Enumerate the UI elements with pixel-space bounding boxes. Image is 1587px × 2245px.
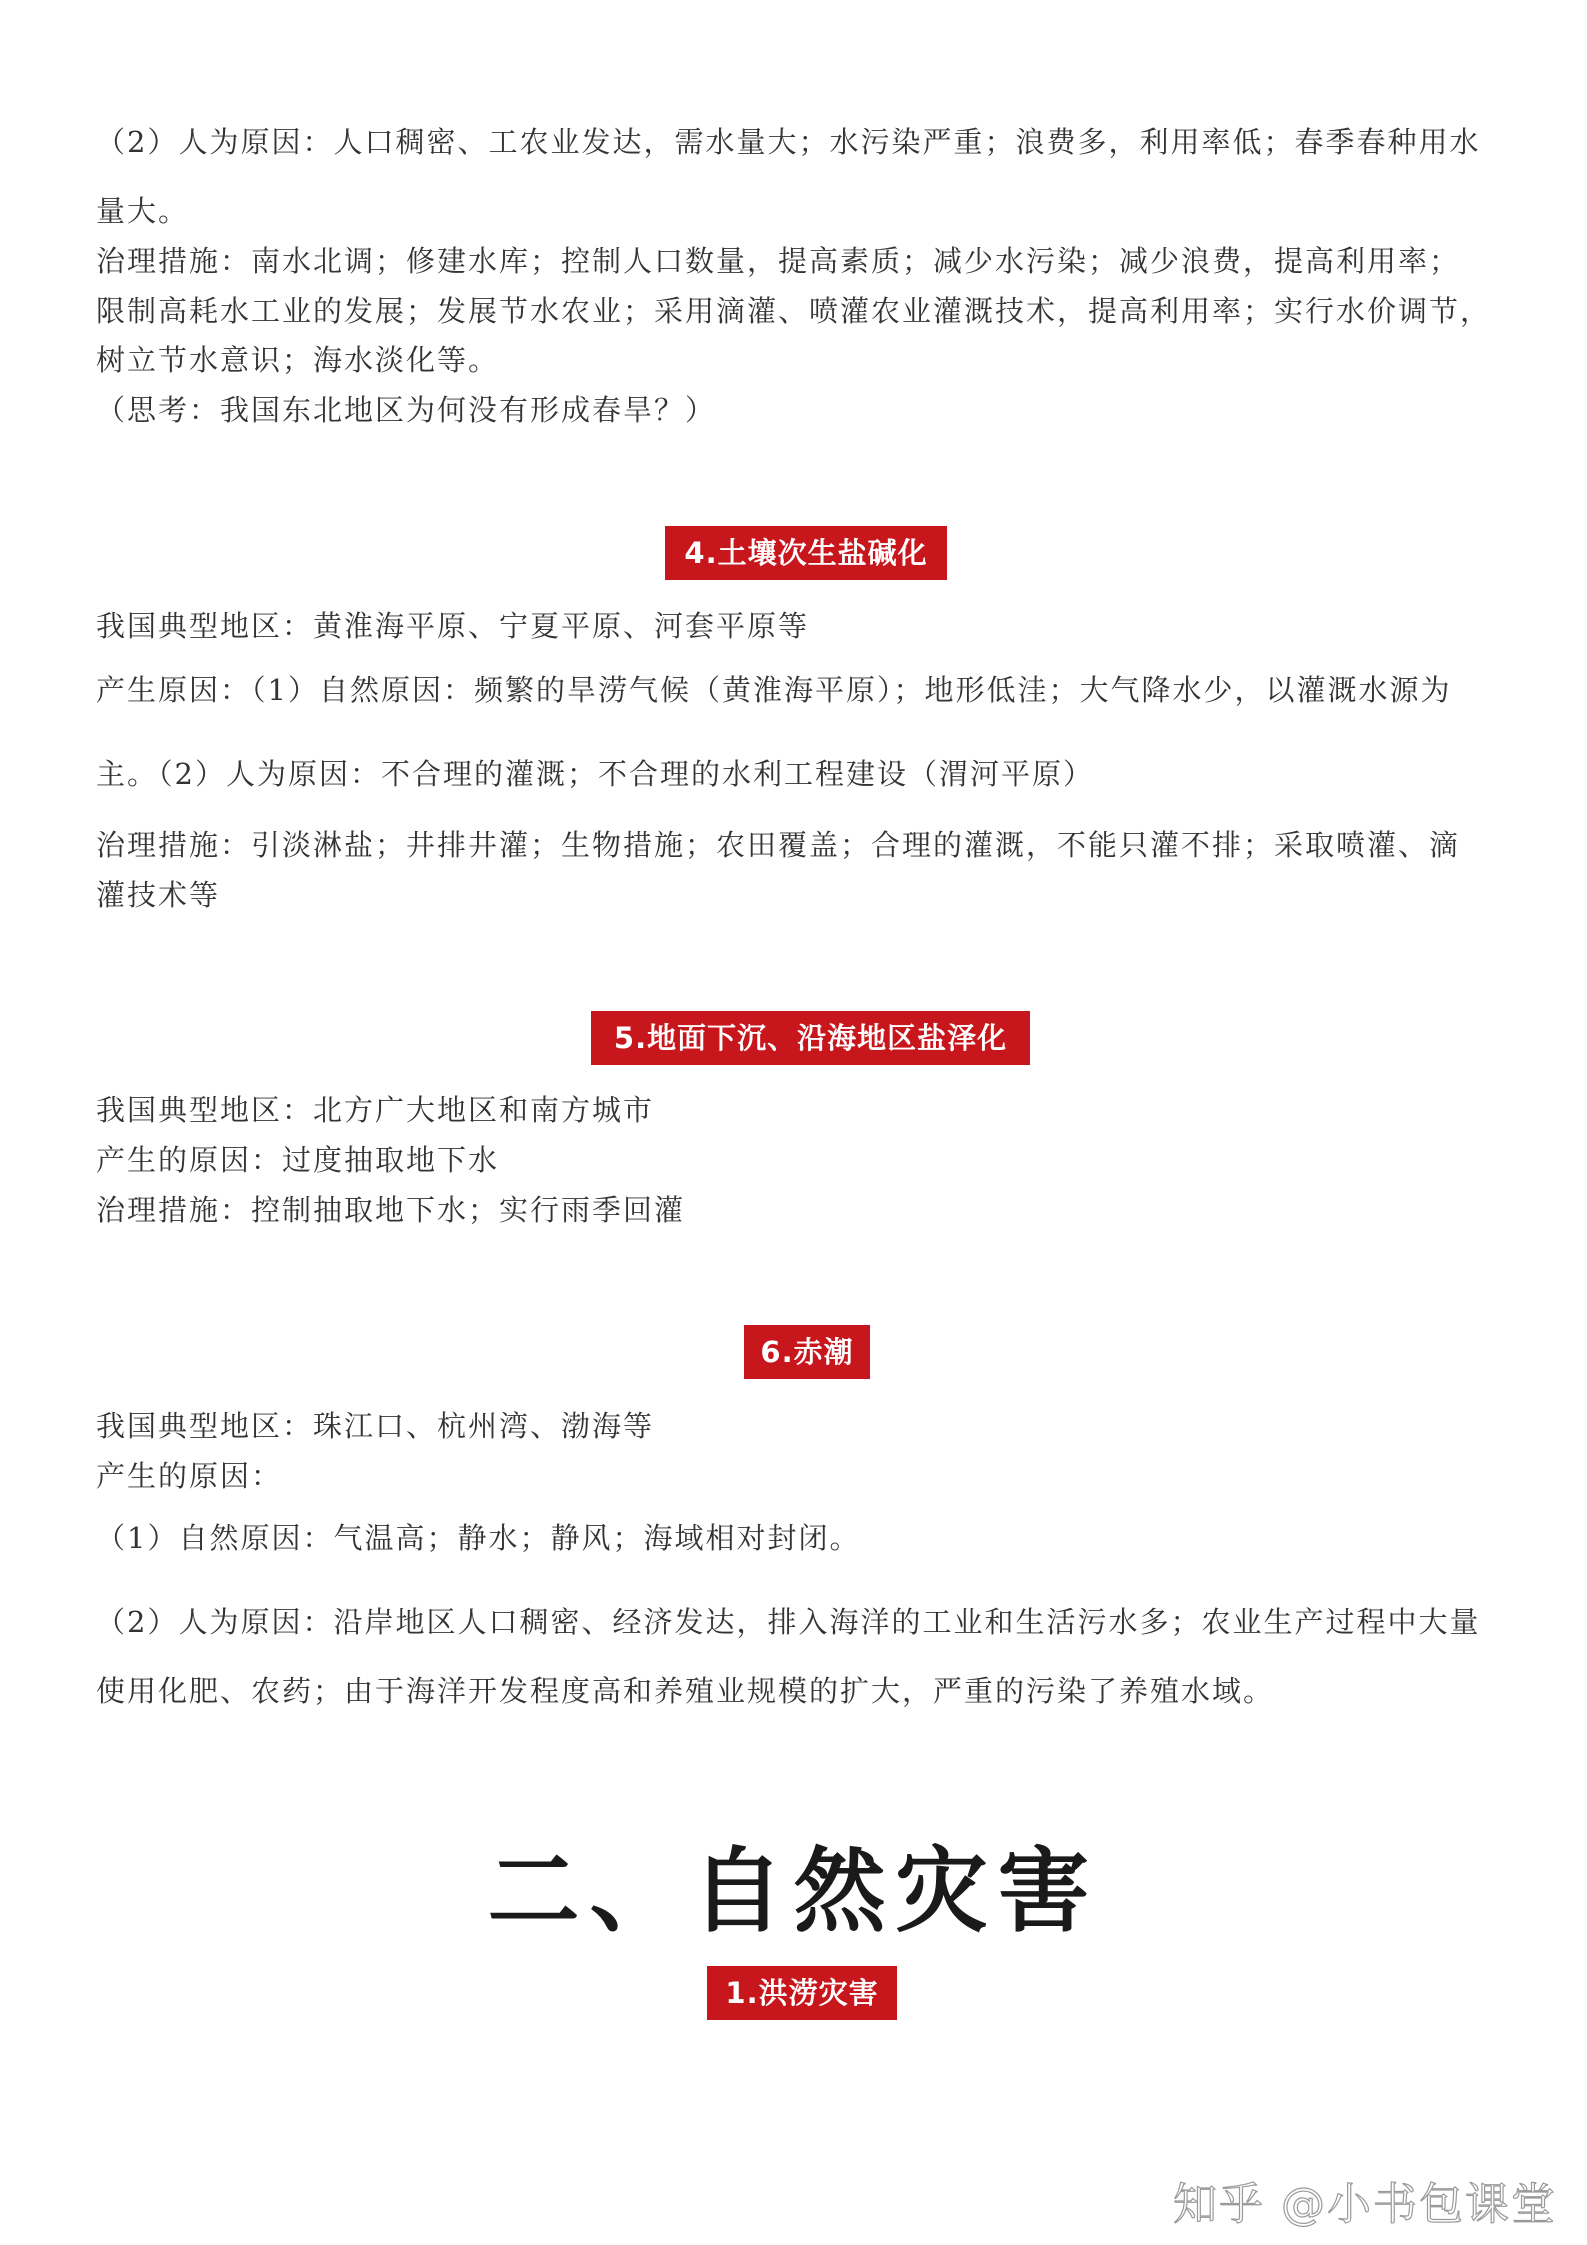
s5-line-1: 我国典型地区：北方广大地区和南方城市 [96,1093,655,1127]
section-4-heading-badge: 4.土壤次生盐碱化 [665,526,947,580]
s6-line-2: 产生的原因： [96,1459,283,1493]
top-line-5: 树立节水意识；海水淡化等。 [96,343,500,377]
top-line-2: 量大。 [96,194,190,228]
top-line-1: （2）人为原因：人口稠密、工农业发达，需水量大；水污染严重；浪费多，利用率低；春季春种用水 [96,125,1481,159]
s5-line-3: 治理措施：控制抽取地下水；实行雨季回灌 [96,1193,686,1227]
s4-line-5: 灌技术等 [96,878,221,912]
section-5-heading-badge: 5.地面下沉、沿海地区盐泽化 [591,1011,1030,1065]
s6-line-3: （1）自然原因：气温高；静水；静风；海域相对封闭。 [96,1521,861,1555]
top-line-3: 治理措施：南水北调；修建水库；控制人口数量，提高素质；减少水污染；减少浪费，提高利用率； [96,244,1461,278]
top-line-6: （思考：我国东北地区为何没有形成春旱？） [96,393,717,427]
section-6-heading-badge: 6.赤潮 [744,1325,870,1379]
s6-line-4: （2）人为原因：沿岸地区人口稠密、经济发达，排入海洋的工业和生活污水多；农业生产过程中大量 [96,1605,1481,1639]
s6-line-5: 使用化肥、农药；由于海洋开发程度高和养殖业规模的扩大，严重的污染了养殖水域。 [96,1674,1275,1708]
s5-line-2: 产生的原因：过度抽取地下水 [96,1143,500,1177]
zhihu-watermark: 知乎 @小书包课堂 [1173,2179,1557,2230]
s4-line-1: 我国典型地区：黄淮海平原、宁夏平原、河套平原等 [96,609,810,643]
s6-line-1: 我国典型地区：珠江口、杭州湾、渤海等 [96,1409,655,1443]
s4-line-2: 产生原因：（1）自然原因：频繁的旱涝气候（黄淮海平原）；地形低洼；大气降水少，以灌溉水源为 [96,673,1452,707]
s4-line-4: 治理措施：引淡淋盐；井排井灌；生物措施；农田覆盖；合理的灌溉，不能只灌不排；采取喷灌、滴 [96,828,1461,862]
top-line-4: 限制高耗水工业的发展；发展节水农业；采用滴灌、喷灌农业灌溉技术，提高利用率；实行水价调节， [96,294,1492,328]
part-2-title: 二、自然灾害 [487,1837,1100,1945]
part-2-section-1-badge: 1.洪涝灾害 [707,1966,897,2020]
s4-line-3: 主。（2）人为原因：不合理的灌溉；不合理的水利工程建设（渭河平原） [96,757,1094,791]
